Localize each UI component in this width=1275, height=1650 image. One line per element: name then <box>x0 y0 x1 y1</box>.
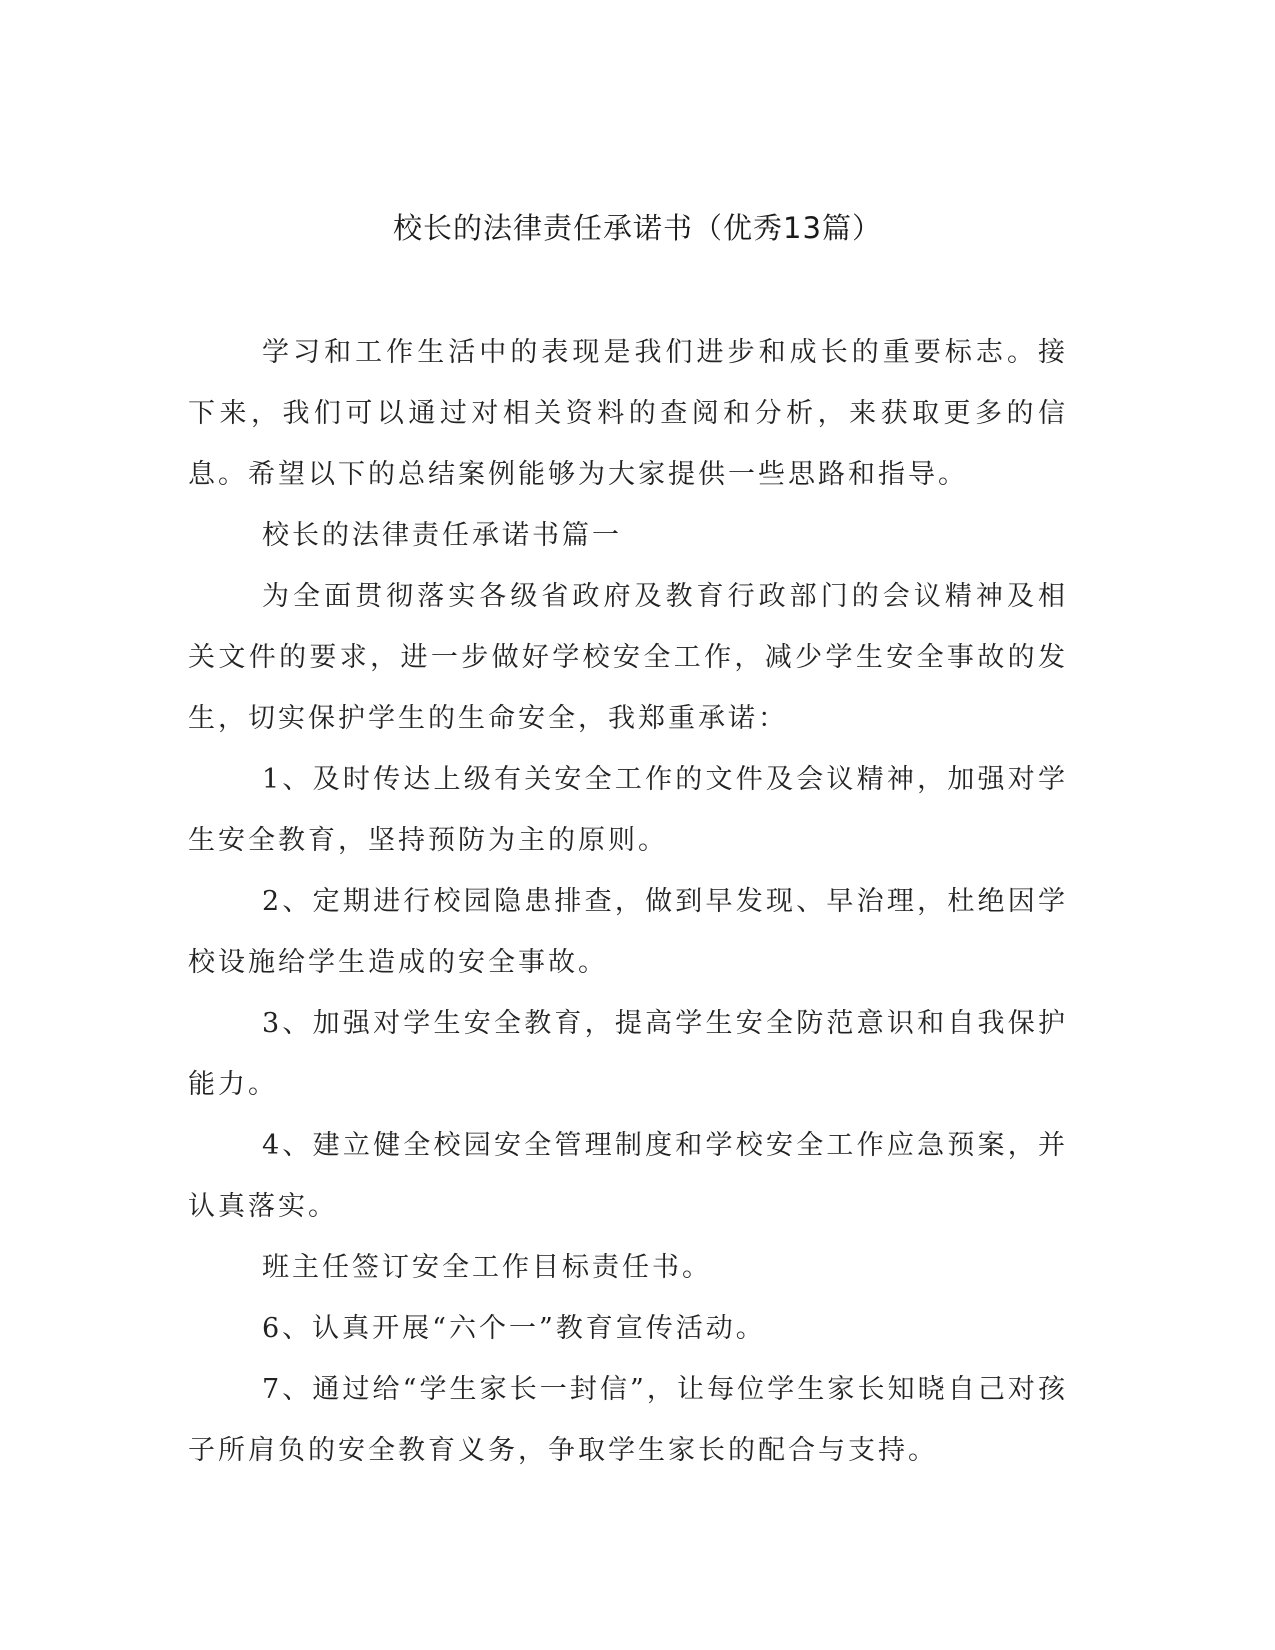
body-paragraph: 班主任签订安全工作目标责任书。 <box>262 1252 712 1283</box>
document-body <box>188 322 1068 1481</box>
list-item: 4、建立健全校园安全管理制度和学校安全工作应急预案，并认真落实。 <box>188 1130 1068 1222</box>
list-item: 3、加强对学生安全教育，提高学生安全防范意识和自我保护能力。 <box>188 1008 1068 1100</box>
body-paragraph: 为全面贯彻落实各级省政府及教育行政部门的会议精神及相关文件的要求，进一步做好学校安全工作，减少学生安全事故的发生，切实保护学生的生命安全，我郑重承诺： <box>188 581 1068 734</box>
section-heading: 校长的法律责任承诺书篇一 <box>262 520 622 551</box>
list-item: 2、定期进行校园隐患排查，做到早发现、早治理，杜绝因学校设施给学生造成的安全事故。 <box>188 886 1068 978</box>
list-item: 7、通过给“学生家长一封信”，让每位学生家长知晓自己对孩子所肩负的安全教育义务，争取学生家长的配合与支持。 <box>188 1374 1068 1466</box>
intro-paragraph: 学习和工作生活中的表现是我们进步和成长的重要标志。接下来，我们可以通过对相关资料的查阅和分析，来获取更多的信息。希望以下的总结案例能够为大家提供一些思路和指导。 <box>188 337 1068 490</box>
document-title: 校长的法律责任承诺书（优秀13篇） <box>393 211 882 245</box>
list-item: 6、认真开展“六个一”教育宣传活动。 <box>262 1313 766 1344</box>
list-item: 1、及时传达上级有关安全工作的文件及会议精神，加强对学生安全教育，坚持预防为主的原则。 <box>188 764 1068 856</box>
